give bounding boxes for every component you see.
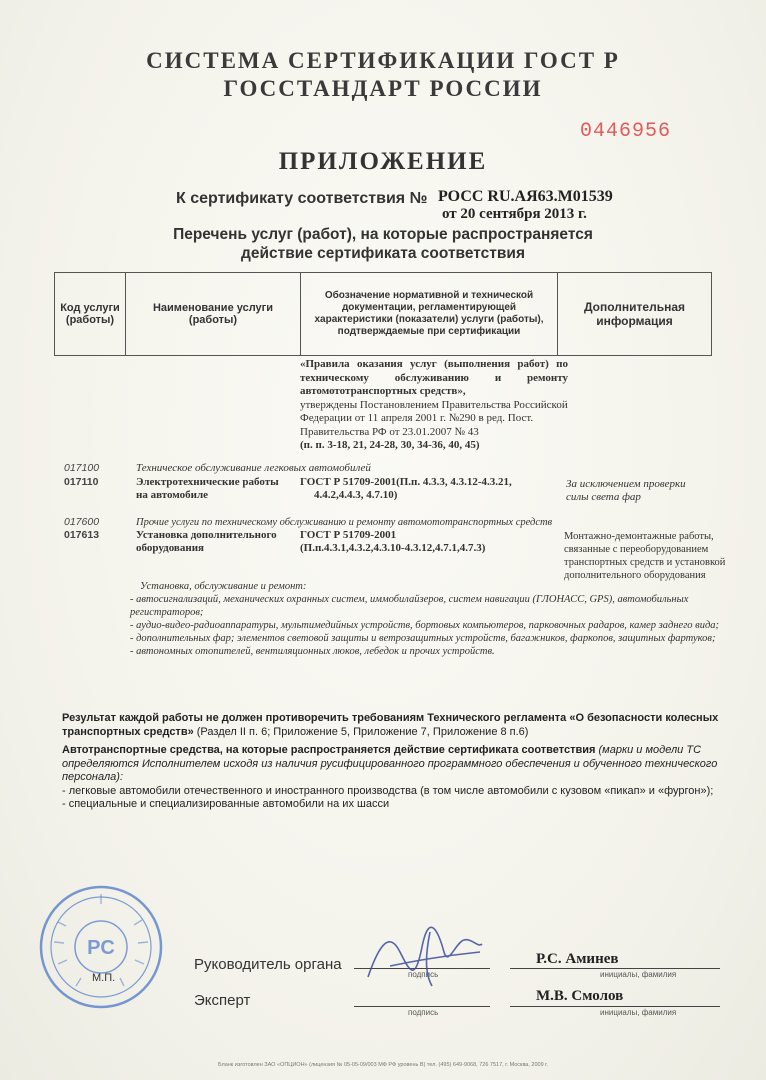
head-name: Р.С. Аминев [536, 951, 619, 967]
header-docs: Обозначение нормативной и технической документации, регламентирующей характеристики (показатели) услуги (работы), подтверждаемые при сертификации [301, 273, 558, 356]
service-doc-l2: (П.п.4.3.1,4.3.2,4.3.10-4.3.12,4.7.1,4.7.3) [300, 542, 486, 554]
rules-approved: утверждены Постановлением Правительства Российской Федерации от 11 апреля 2001 г. №290 в ред. Пост. Правительства РФ от 23.01.2007 № 43 [300, 398, 568, 438]
expert-label: Эксперт [194, 992, 251, 1009]
certificate-date: от 20 сентября 2013 г. [442, 206, 587, 222]
head-label: Руководитель органа [194, 956, 342, 973]
result-bold: Результат каждой работы не должен противоречить требованиям Технического регламента «О безопасности колесных транспортных средств» [62, 712, 719, 738]
group-name: Техническое обслуживание легковых автомобилей [136, 462, 371, 474]
service-name-l2: оборудования [136, 542, 204, 554]
service-name-l1: Электротехнические работы [136, 476, 279, 488]
header-info: Дополнительная информация [558, 273, 712, 356]
result-tail: (Раздел II п. 6; Приложение 5, Приложение 7, Приложение 8 п.6) [196, 725, 529, 738]
service-info-l4: дополнительного оборудования [564, 570, 706, 581]
vehicles-paragraph [62, 744, 724, 812]
group-code: 017600 [64, 516, 100, 528]
form-footer: Бланк изготовлен ЗАО «ОПЦИОН» (лицензия № 05-05-09/003 МФ РФ уровень В) тел. (495) 649-9068, 726 7517, г. Москва, 2009 г. [217, 1062, 549, 1068]
rules-points: (п. п. 3-18, 21, 24-28, 30, 34-36, 40, 45) [300, 439, 480, 451]
vehicles-italic: (марки и модели ТС определяются Исполнителем исходя из наличия русифицированного программного обеспечения и обученного технического персонала): [62, 744, 718, 783]
service-info-l2: связанные с переоборудованием [564, 544, 709, 555]
intro-line-1: Перечень услуг (работ), на которые распространяется [173, 226, 593, 243]
svg-text:PC: PC [87, 937, 115, 959]
vehicle-item: - легковые автомобили отечественного и иностранного производства (в том числе автомобили с кузовом «пикап» и «фургон»); [62, 784, 714, 797]
rules-reference [300, 358, 568, 453]
install-item: - автосигнализаций, механических охранных систем, иммобилайзеров, систем навигации (ГЛОНАСС, GPS), автомобильных регистраторов; [130, 594, 689, 618]
install-item: - аудио-видео-радиоаппаратуры, мультимедийных устройств, бортовых компьютеров, парковочных радаров, камер заднего вида; [130, 620, 720, 631]
head-name-caption: инициалы, фамилия [600, 970, 677, 979]
vehicles-bold: Автотранспортные средства, на которые распространяется действие сертификата соответствия [62, 744, 596, 756]
serial-number: 0446956 [580, 120, 672, 143]
service-doc-l1: ГОСТ Р 51709-2001 [300, 529, 397, 541]
expert-sign-caption: подпись [408, 1008, 439, 1017]
header-code: Код услуги (работы) [55, 273, 126, 356]
official-stamp [36, 882, 166, 1012]
expert-name-caption: инициалы, фамилия [600, 1008, 677, 1017]
group-name: Прочие услуги по техническому обслуживанию и ремонту автомототранспортных средств [136, 517, 553, 528]
agency-title: ГОССТАНДАРТ РОССИИ [223, 76, 543, 101]
service-name-l2: на автомобиле [136, 489, 209, 501]
expert-name-line [510, 1006, 720, 1007]
service-doc-l2: 4.4.2,4.4.3, 4.7.10) [314, 489, 398, 501]
result-paragraph [62, 712, 724, 739]
page-title: ПРИЛОЖЕНИЕ [278, 148, 488, 175]
service-code: 017110 [64, 476, 99, 488]
service-info-l1: Монтажно-демонтажные работы, [564, 531, 714, 542]
intro-line-2: действие сертификата соответствия [241, 245, 525, 262]
service-doc-l1: ГОСТ Р 51709-2001(П.п. 4.3.3, 4.3.12-4.3.21, [300, 476, 512, 488]
expert-sign-line [354, 1006, 490, 1007]
expert-name: М.В. Смолов [536, 988, 624, 1004]
rules-title: «Правила оказания услуг (выполнения работ) по техническому обслуживанию и ремонту автомототранспортных средств», [300, 358, 568, 397]
signature-mark [360, 922, 490, 992]
vehicle-item: - специальные и специализированные автомобили на их шасси [62, 798, 390, 810]
install-item: - дополнительных фар; элементов световой защиты и ветрозащитных устройств, багажников, фаркопов, защитных фартуков; [130, 633, 716, 644]
seal-place-label: М.П. [92, 972, 116, 984]
service-info-l2: силы света фар [566, 491, 641, 503]
system-title: СИСТЕМА СЕРТИФИКАЦИИ ГОСТ Р [146, 48, 620, 73]
install-item: - автономных отопителей, вентиляционных люков, лебедок и прочих устройств. [130, 646, 495, 657]
install-list [130, 580, 720, 658]
head-sign-caption: подпись [408, 970, 439, 979]
head-name-line [510, 968, 720, 969]
service-info-l1: За исключением проверки [566, 478, 686, 490]
service-name-l1: Установка дополнительного [136, 529, 277, 541]
service-info-l3: транспортных средств и установкой [564, 557, 726, 568]
service-code: 017613 [64, 529, 100, 541]
certificate-prefix: К сертификату соответствия № [176, 190, 428, 207]
header-name: Наименование услуги (работы) [126, 273, 301, 356]
install-heading: Установка, обслуживание и ремонт: [140, 581, 307, 592]
certificate-number: РОСС RU.АЯ63.М01539 [438, 188, 613, 205]
group-code: 017100 [64, 462, 100, 474]
services-table-header [54, 272, 712, 356]
